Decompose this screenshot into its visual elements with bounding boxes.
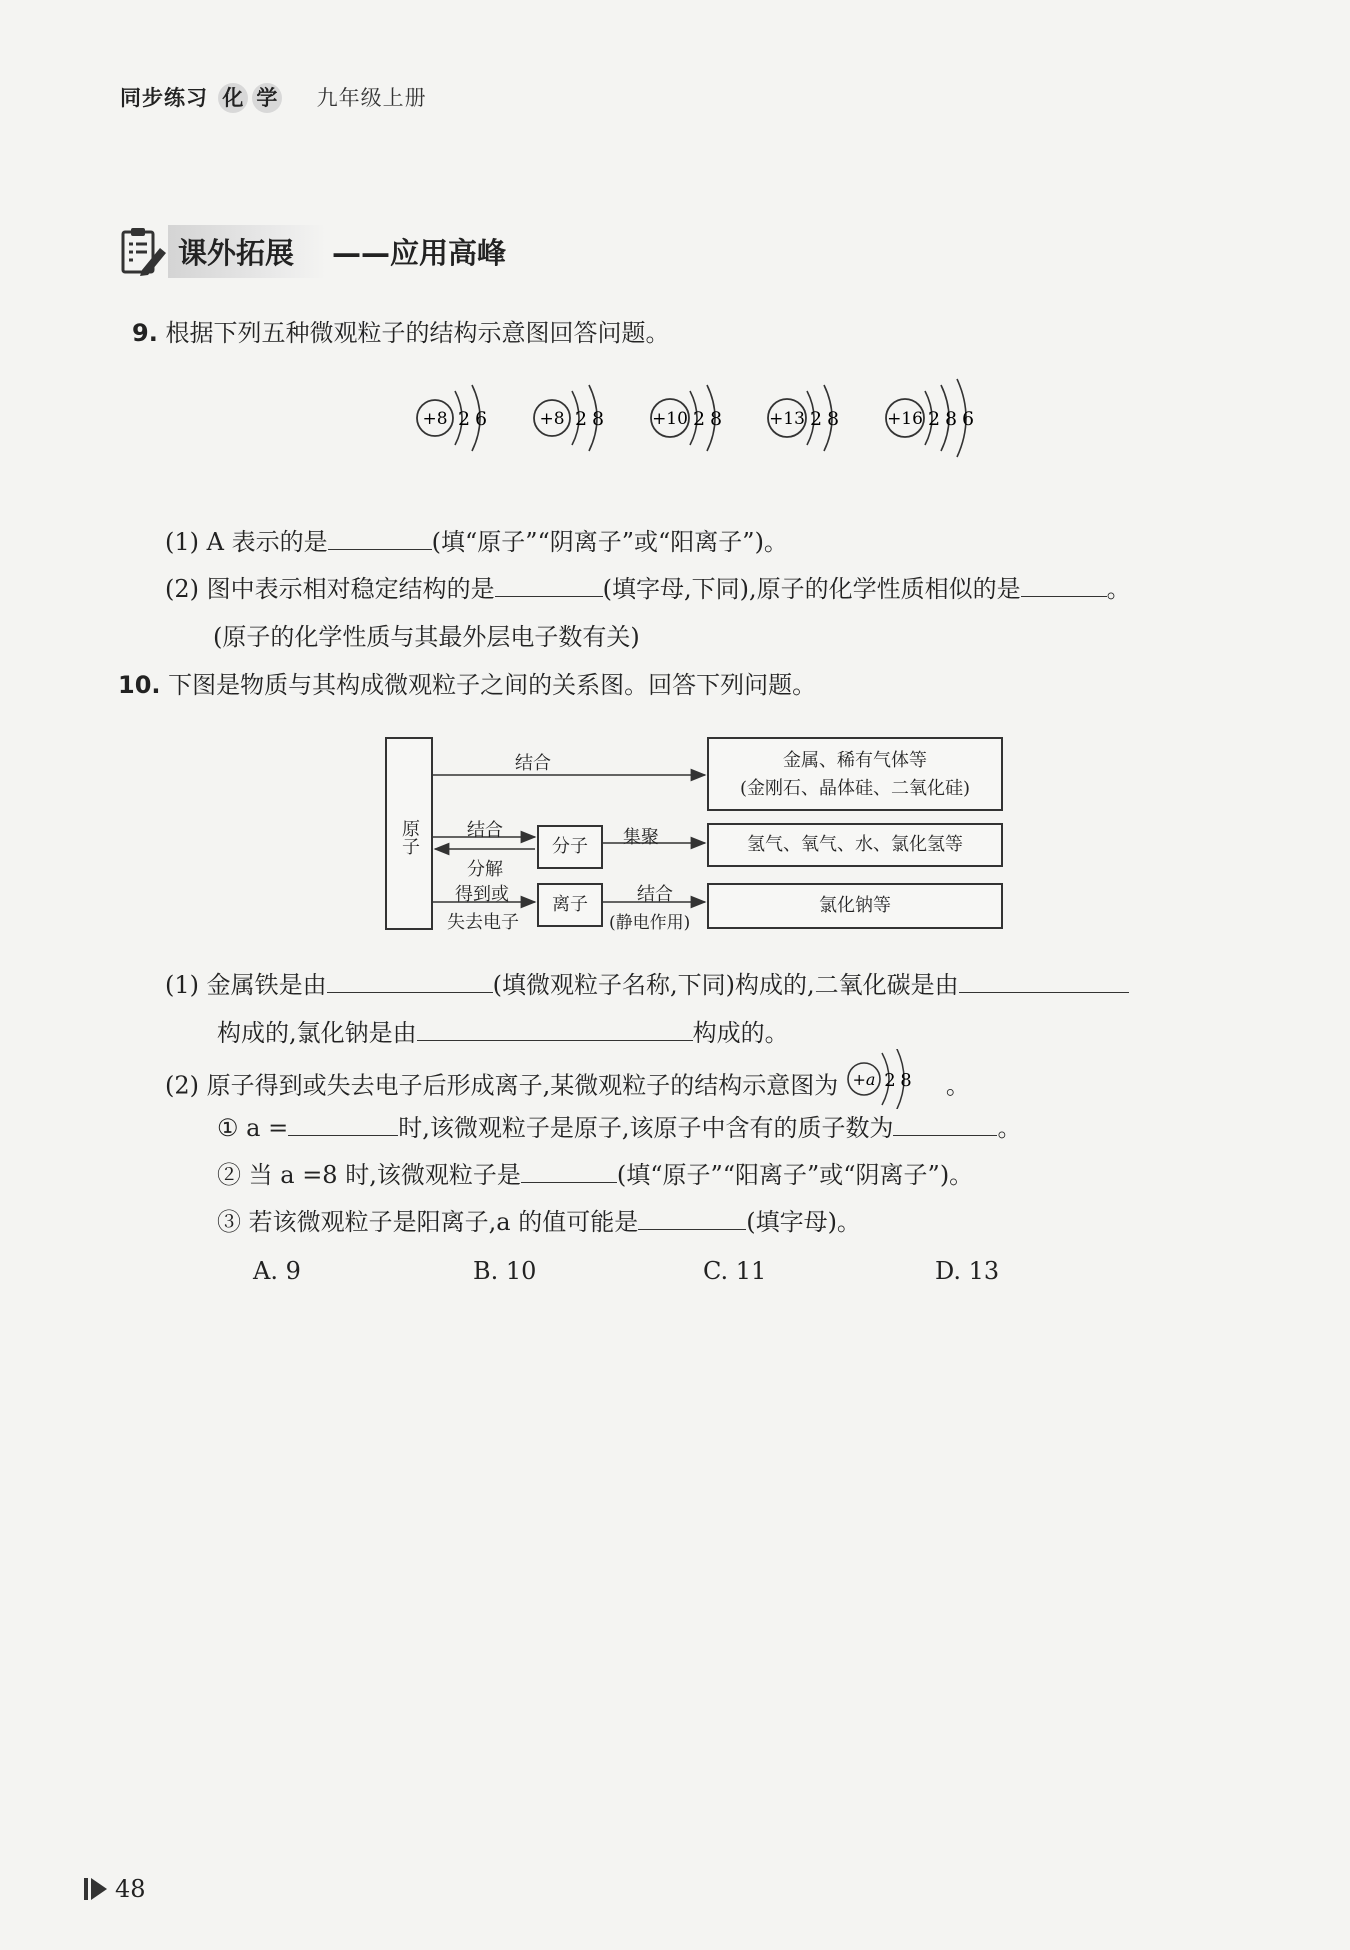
particle-E-shell-3: 6 [961,408,975,430]
q9-part-1: (1) A 表示的是 (填“原子”“阴离子”或“阳离子”)。 [165,528,788,556]
q10-part-1-line-1: (1) 金属铁是由 (填微观粒子名称,下同)构成的,二氧化碳是由 [165,970,1129,1000]
ion-box: 离子 [537,883,603,927]
svg-text:2: 2 [884,1070,896,1091]
subject-char-1: 化 [218,83,248,113]
q10-sub-2: ② 当 a =8 时,该微观粒子是 (填“原子”“阳离子”或“阴离子”)。 [217,1161,974,1189]
particle-C-shell-1: 2 [692,408,706,430]
q9-part-2: (2) 图中表示相对稳定结构的是 (填字母,下同),原子的化学性质相似的是 。 [165,575,1131,603]
particle-E [886,379,974,500]
molecule-box: 分子 [537,825,603,869]
q9-p1-blank[interactable] [328,527,432,550]
substance-box-2: 氢气、氧气、水、氯化氢等 [707,823,1003,867]
particle-D-shell-2: 8 [826,408,840,430]
page-footer [84,1875,146,1903]
grade-label: 九年级上册 [316,86,427,110]
q10-p1-blank-2[interactable] [959,970,1129,993]
gain-label-2: 失去电子 [447,912,519,933]
combine-label-bottom: 结合 [637,884,673,905]
particle-A [417,385,487,500]
particle-B [534,385,604,500]
q10-s1-blank-1[interactable] [288,1113,398,1136]
q9-p2-blank-2[interactable] [1021,574,1107,597]
page-marker-icon [84,1878,88,1900]
q10-part-2: (2) 原子得到或失去电子后形成离子,某微观粒子的结构示意图为 +a 2 8 。 [165,1065,970,1109]
svg-text:8: 8 [900,1070,912,1091]
q9-note: (原子的化学性质与其最外层电子数有关) [213,623,640,651]
q9-p2-blank-1[interactable] [495,574,603,597]
substance-box-3: 氯化钠等 [707,883,1003,929]
option-C[interactable]: C. 11 [703,1257,767,1285]
particle-D-shell-1: 2 [809,408,823,430]
particle-E-shell-2: 8 [944,408,958,430]
section-subtitle: ——应用高峰 [332,235,507,270]
subject-char-2: 学 [252,83,282,113]
decompose-label: 分解 [467,859,503,880]
q10-s1-blank-2[interactable] [893,1113,997,1136]
q10-stem-text: 下图是物质与其构成微观粒子之间的关系图。回答下列问题。 [168,671,817,699]
substance-box-1: 金属、稀有气体等 (金刚石、晶体硅、二氧化硅) [707,737,1003,811]
page-header [120,82,427,113]
book-name: 同步练习 [120,86,208,110]
particle-B-shell-1: 2 [574,408,588,430]
particle-D-nucleus: +13 [769,409,805,429]
particle-A-shell-1: 2 [457,408,471,430]
q10-relation-diagram [385,737,1005,932]
particle-B-shell-2: 8 [591,408,605,430]
particle-A-shell-2: 6 [474,408,488,430]
particle-E-shell-1: 2 [927,408,941,430]
q9-structure-diagrams [400,370,1000,500]
q10-number: 10. [118,671,161,699]
combine-label-mid: 结合 [467,820,503,841]
particle-C-nucleus: +10 [652,409,688,429]
clipboard-pencil-icon [120,226,168,276]
particle-A-nucleus: +8 [422,409,448,429]
q10-p1-blank-3[interactable] [417,1018,693,1041]
svg-text:+a: +a [852,1070,876,1089]
option-D[interactable]: D. 13 [935,1257,1000,1285]
q9-stem-text: 根据下列五种微观粒子的结构示意图回答问题。 [165,319,670,347]
q10-part-1-line-2: 构成的,氯化钠是由 构成的。 [217,1019,789,1047]
section-title [120,226,506,276]
particle-B-nucleus: +8 [539,409,565,429]
q9-stem [132,318,669,348]
page-number: 48 [115,1875,146,1903]
option-A[interactable]: A. 9 [253,1257,301,1285]
combine-label-top: 结合 [515,753,551,774]
q10-structure-diagram [846,1049,946,1109]
play-arrow-icon [91,1878,107,1900]
q9-number: 9. [132,319,158,347]
q10-p1-blank-1[interactable] [327,970,493,993]
particle-D [768,385,839,500]
gather-label: 集聚 [623,827,659,848]
particle-C [651,385,722,500]
particle-E-nucleus: +16 [887,409,923,429]
q10-sub-1: ① a = 时,该微观粒子是原子,该原子中含有的质子数为 。 [217,1114,1022,1142]
q10-s2-blank[interactable] [521,1160,617,1183]
atom-box: 原子 [385,737,433,930]
q10-s3-blank[interactable] [638,1207,746,1230]
gain-label-1: 得到或 [455,884,509,905]
electrostatic-label: (静电作用) [609,913,691,933]
q10-sub-3: ③ 若该微观粒子是阳离子,a 的值可能是 (填字母)。 [217,1208,861,1236]
particle-C-shell-2: 8 [709,408,723,430]
option-B[interactable]: B. 10 [473,1257,537,1285]
q10-stem [118,670,816,700]
section-title-main: 课外拓展 [168,225,326,278]
